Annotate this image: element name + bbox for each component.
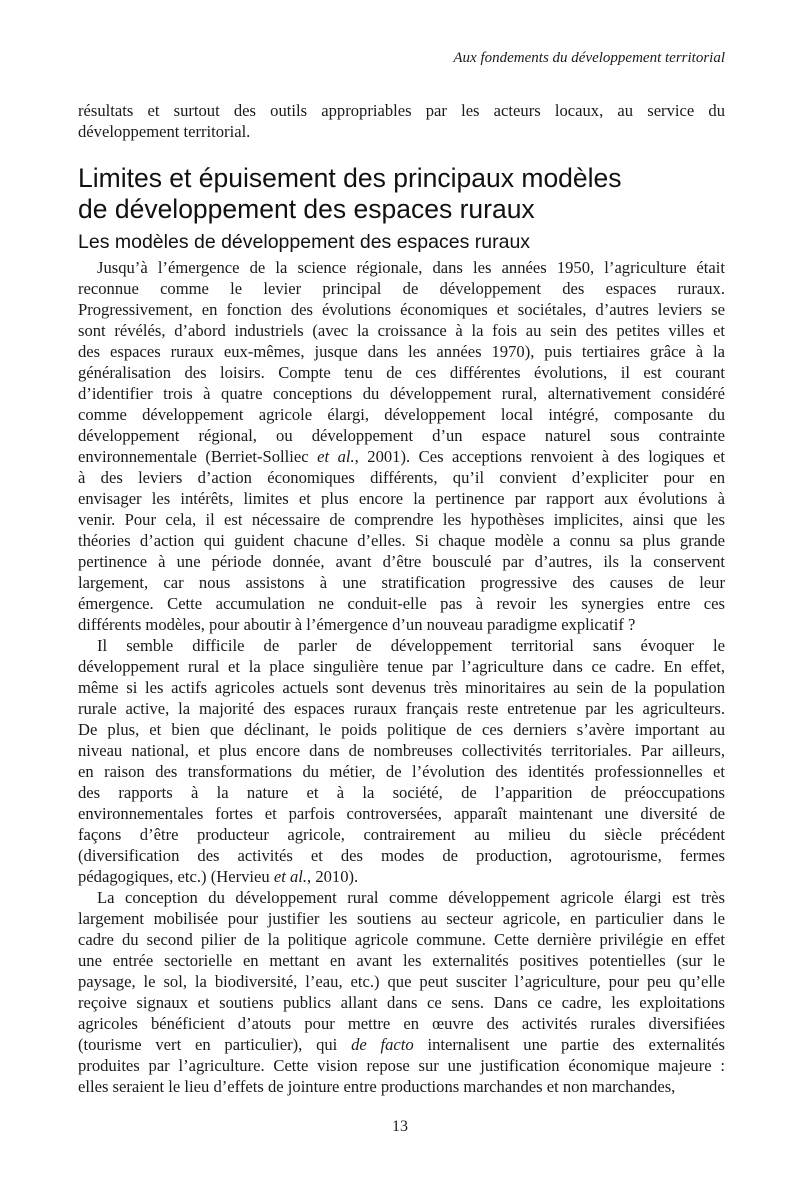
text-line: différents modèles, pour aboutir à l’émergence d’un nouveau paradigme explicatif ? bbox=[78, 615, 636, 634]
text-line: à des leviers d’action économiques différents, qu’il convient d’expliciter pour en bbox=[78, 468, 725, 487]
text-line: même si les actifs agricoles actuels sont devenus très minoritaires au sein de la population bbox=[78, 678, 725, 697]
section-title bbox=[78, 163, 622, 225]
text-line: une entrée sectorielle en mettant en avant les externalités positives potentielles (sur le bbox=[78, 951, 725, 970]
text-line: venir. Pour cela, il est nécessaire de comprendre les hypothèses implicites, ainsi que les bbox=[78, 510, 725, 529]
text-segment: (tourisme vert en particulier), qui bbox=[78, 1035, 352, 1054]
text-line: rurale active, la majorité des espaces ruraux français reste entretenue par les agriculteurs. bbox=[78, 699, 725, 718]
text-line: elles seraient le lieu d’effets de jointure entre productions marchandes et non marchandes, bbox=[78, 1077, 676, 1096]
text-segment: internalisent une partie des externalités bbox=[413, 1035, 725, 1054]
text-line: en raison des transformations du métier, de l’évolution des identités professionnelles et bbox=[78, 762, 725, 781]
text-line: développement régional, ou développement d’un espace naturel sous contrainte bbox=[78, 426, 725, 445]
text-line: pertinence à une période donnée, avant d’être bousculé par d’autres, ils la conservent bbox=[78, 552, 725, 571]
text-line: Jusqu’à l’émergence de la science régionale, dans les années 1950, l’agriculture était bbox=[97, 258, 725, 277]
text-line: Il semble difficile de parler de développement territorial sans évoquer le bbox=[97, 636, 725, 655]
text-line: façons d’être producteur agricole, contrairement au milieu du siècle précédent bbox=[78, 825, 725, 844]
text-line: résultats et surtout des outils appropriables par les acteurs locaux, au service du bbox=[78, 101, 725, 120]
page-number: 13 bbox=[392, 1118, 408, 1135]
text-line: De plus, et bien que déclinant, le poids politique de ces derniers s’avère important au bbox=[78, 720, 725, 739]
text-line: développement territorial. bbox=[78, 122, 251, 141]
subsection-title: Les modèles de développement des espaces ruraux bbox=[78, 231, 531, 253]
italic-text: et al. bbox=[317, 447, 355, 466]
text-line: (diversification des activités et des modes de production, agrotourisme, fermes bbox=[78, 846, 725, 865]
italic-text: et al. bbox=[273, 867, 308, 886]
text-line: des rapports à la nature et à la société, de l’apparition de préoccupations bbox=[78, 783, 725, 802]
text-line: émergence. Cette accumulation ne conduit-elle pas à revoir les synergies entre ces bbox=[78, 594, 725, 613]
text-line: théories d’action qui guident chacune d’elles. Si chaque modèle a connu sa plus grande bbox=[78, 531, 725, 550]
paragraph bbox=[78, 257, 725, 635]
text-line: sont révélés, d’abord industriels (avec la croissance à la fois au sein des petites villes et bbox=[78, 321, 725, 340]
text-line: d’identifier trois à quatre conceptions du développement rural, alternativement considéré bbox=[78, 384, 725, 403]
text-line: Progressivement, en fonction des évolutions économiques et sociétales, d’autres leviers se bbox=[78, 300, 725, 319]
section-title-line: de développement des espaces ruraux bbox=[78, 194, 535, 224]
text-line bbox=[78, 1034, 725, 1055]
text-segment: , 2010). bbox=[307, 867, 359, 886]
text-line: niveau national, et plus encore dans de nombreuses collectivités territoriales. Par ailleurs, bbox=[78, 741, 725, 760]
text-line: développement rural et la place singulière tenue par l’agriculture dans ce cadre. En effet, bbox=[78, 657, 725, 676]
text-line: environnementales fortes et parfois controversées, apparaît maintenant une diversité de bbox=[78, 804, 725, 823]
text-line: cadre du second pilier de la politique agricole commune. Cette dernière privilégie en effet bbox=[78, 930, 725, 949]
text-line: comme développement agricole élargi, développement local intégré, composante du bbox=[78, 405, 725, 424]
text-line: des espaces ruraux eux-mêmes, jusque dans les années 1970), puis tertiaires grâce à la bbox=[78, 342, 725, 361]
text-segment: , 2001). Ces acceptions renvoient à des logiques et bbox=[354, 447, 725, 466]
text-segment: environnementale (Berriet-Solliec bbox=[78, 447, 318, 466]
text-line: reçoive signaux et soutiens publics allant dans ce sens. Dans ce cadre, les exploitations bbox=[78, 993, 725, 1012]
text-line: envisager les intérêts, limites et plus encore la pertinence par rapport aux évolutions à bbox=[78, 489, 725, 508]
text-segment: pédagogiques, etc.) (Hervieu bbox=[78, 867, 274, 886]
body-text bbox=[78, 257, 725, 1097]
intro-paragraph bbox=[78, 100, 725, 142]
paragraph bbox=[78, 635, 725, 887]
text-line: largement mobilisée pour justifier les soutiens au secteur agricole, en particulier dans le bbox=[78, 909, 725, 928]
text-line: agricoles bénéficient d’atouts pour mettre en œuvre des activités rurales diversifiées bbox=[78, 1014, 725, 1033]
text-line: reconnue comme le levier principal de développement des espaces ruraux. bbox=[78, 279, 725, 298]
text-line: largement, car nous assistons à une stratification progressive des causes de leur bbox=[78, 573, 725, 592]
text-line bbox=[78, 446, 725, 467]
text-line: paysage, le sol, la biodiversité, l’eau, etc.) que peut susciter l’agriculture, pour peu qu’elle bbox=[78, 972, 725, 991]
text-line: La conception du développement rural comme développement agricole élargi est très bbox=[97, 888, 725, 907]
text-line: produites par l’agriculture. Cette vision repose sur une justification économique majeure : bbox=[78, 1056, 725, 1075]
italic-text: de facto bbox=[351, 1035, 414, 1054]
section-title-line: Limites et épuisement des principaux modèles bbox=[78, 163, 622, 193]
paragraph bbox=[78, 887, 725, 1097]
running-head: Aux fondements du développement territorial bbox=[453, 50, 725, 66]
text-line bbox=[78, 866, 725, 887]
text-line: généralisation des loisirs. Compte tenu de ces différentes évolutions, il est courant bbox=[78, 363, 725, 382]
